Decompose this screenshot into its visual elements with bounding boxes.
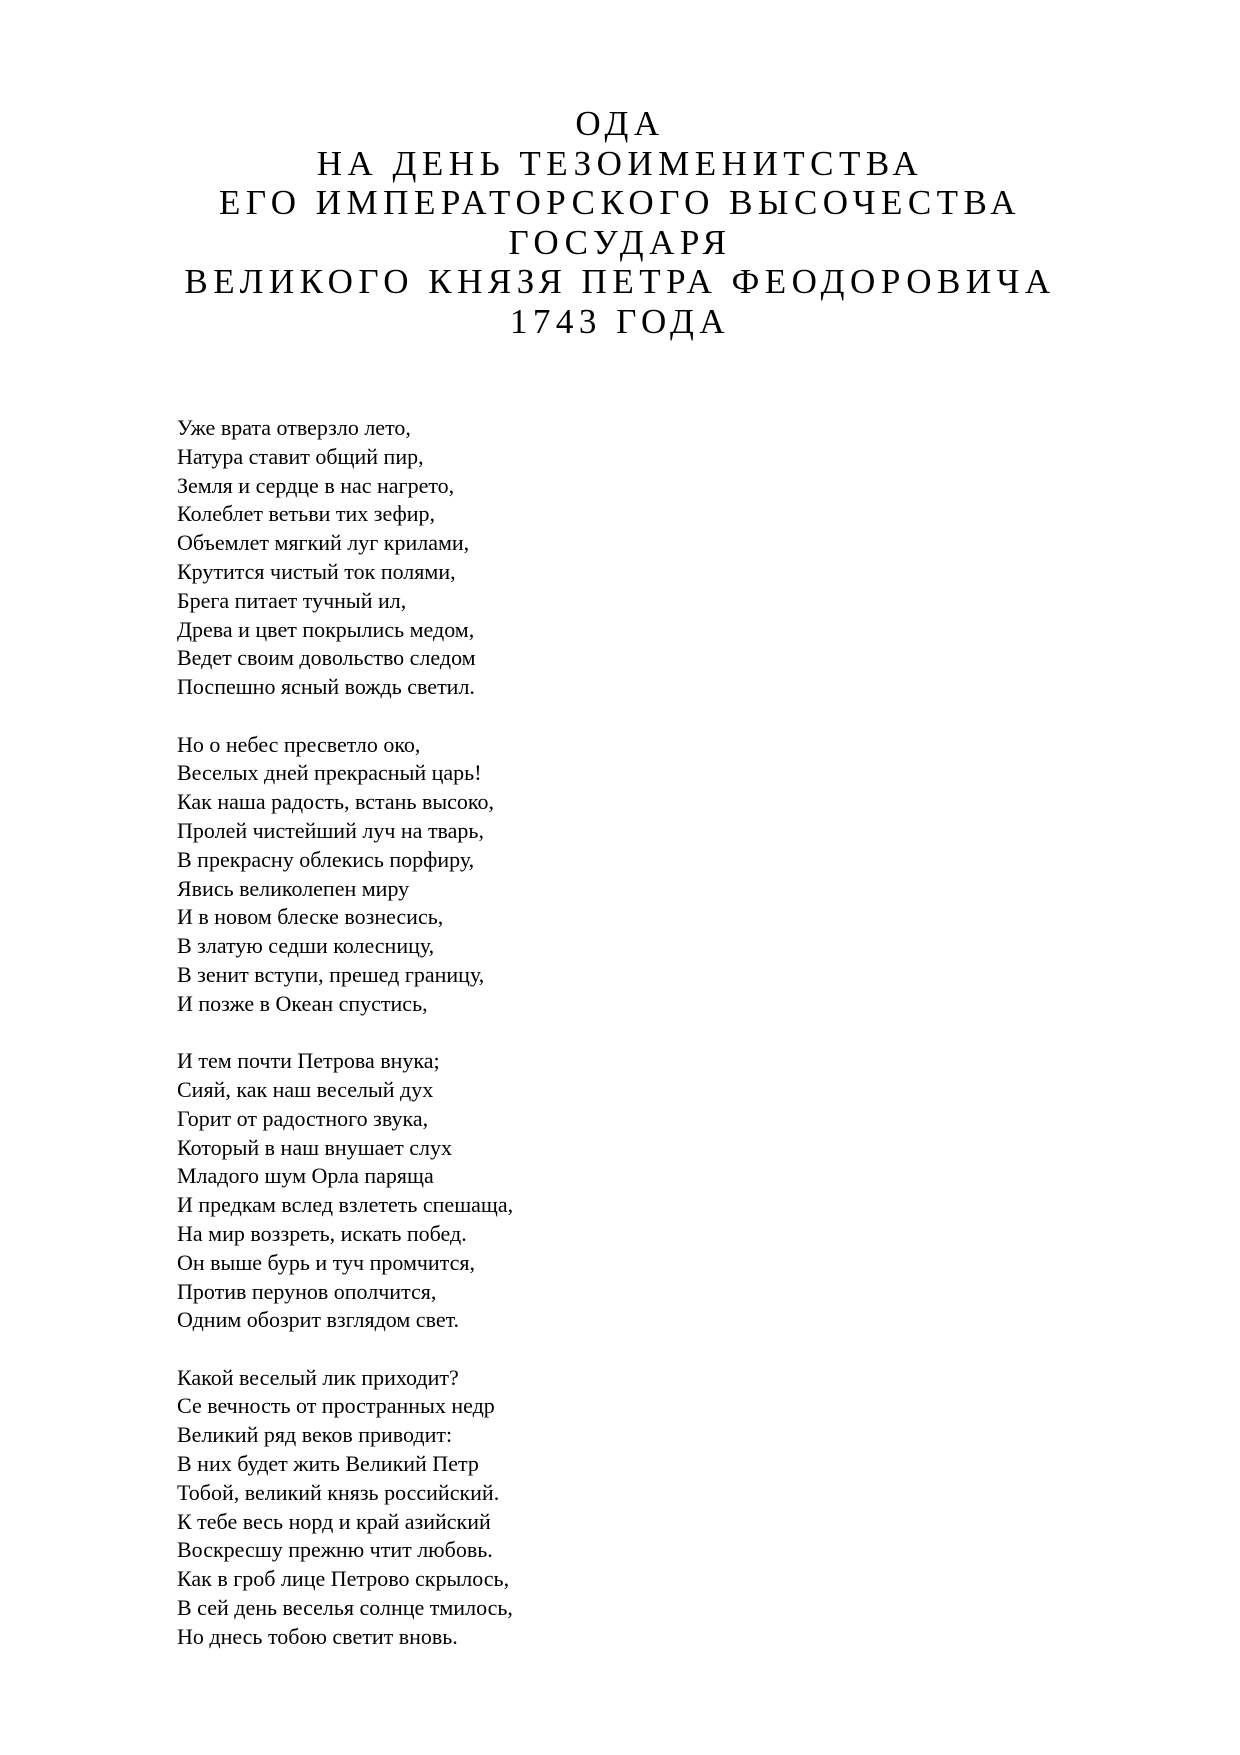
verse-line: Великий ряд веков приводит:	[177, 1422, 453, 1448]
verse-line: Уже врата отверзло лето,	[177, 415, 411, 440]
verse-line: Младого шум Орла паряща	[177, 1163, 434, 1189]
title-line: ЕГО ИМПЕРАТОРСКОГО ВЫСОЧЕСТВА	[219, 183, 1021, 222]
verse-line: Сияй, как наш веселый дух	[177, 1076, 434, 1102]
title-line: 1743 ГОДА	[509, 301, 731, 341]
verse-line: Древа и цвет покрылись медом,	[177, 616, 475, 642]
verse-line: Тобой, великий князь российский.	[177, 1479, 500, 1505]
verse-line: К тебе весь норд и край азийский	[177, 1508, 491, 1534]
verse-line: В прекрасну облекись порфиру,	[177, 846, 475, 872]
verse-line: Какой веселый лик приходит?	[177, 1364, 459, 1390]
verse-line: Который в наш внушает слух	[177, 1134, 453, 1160]
verse-line: Веселых дней прекрасный царь!	[177, 760, 482, 786]
verse-line: Воскресшу прежню чтит любовь.	[177, 1537, 493, 1563]
verse-line: Ведет своим довольство следом	[177, 645, 476, 671]
title-line: НА ДЕНЬ ТЕЗОИМЕНИТСТВА	[316, 143, 924, 183]
title-line: ВЕЛИКОГО КНЯЗЯ ПЕТРА ФЕОДОРОВИЧА	[184, 262, 1056, 301]
stanza-3	[177, 1047, 1077, 1335]
stanza-2	[177, 731, 1077, 1019]
verse-line: В них будет жить Великий Петр	[177, 1451, 479, 1477]
verse-line: И позже в Океан спустись,	[177, 990, 428, 1016]
verse-line: Земля и сердце в нас нагрето,	[177, 472, 455, 498]
title-line: ОДА	[575, 104, 665, 143]
verse-line: Крутится чистый ток полями,	[177, 558, 456, 584]
verse-line: И в новом блеске вознесись,	[177, 904, 444, 930]
verse-line: В сей день веселья солнце тмилось,	[177, 1595, 513, 1621]
verse-line: Против перунов ополчится,	[177, 1278, 437, 1304]
verse-line: Как в гроб лице Петрово скрылось,	[177, 1566, 510, 1592]
verse-line: Се вечность от пространных недр	[177, 1393, 495, 1419]
verse-line: И предкам вслед взлететь спешаща,	[177, 1192, 514, 1218]
verse-line: Натура ставит общий пир,	[177, 443, 424, 469]
poem-body	[177, 414, 1077, 1680]
stanza-1	[177, 414, 1077, 702]
verse-line: На мир воззреть, искать побед.	[177, 1220, 467, 1246]
verse-line: Но днесь тобою светит вновь.	[177, 1623, 458, 1649]
verse-line: Поспешно ясный вождь светил.	[177, 674, 475, 700]
title-line: ГОСУДАРЯ	[508, 222, 732, 262]
verse-line: Пролей чистейший луч на тварь,	[177, 817, 484, 843]
verse-line: Брега питает тучный ил,	[177, 587, 407, 613]
verse-line: В зенит вступи, прешед границу,	[177, 961, 485, 987]
verse-line: Одним обозрит взглядом свет.	[177, 1307, 460, 1333]
verse-line: Явись великолепен миру	[177, 875, 410, 901]
verse-line: Как наша радость, встань высоко,	[177, 789, 494, 815]
verse-line: Он выше бурь и туч промчится,	[177, 1249, 475, 1275]
ode-title	[0, 104, 1240, 341]
verse-line: Колеблет ветьви тих зефир,	[177, 501, 436, 527]
verse-line: Но о небес пресветло око,	[177, 731, 421, 757]
verse-line: Горит от радостного звука,	[177, 1105, 429, 1131]
stanza-4	[177, 1364, 1077, 1652]
verse-line: Объемлет мягкий луг крилами,	[177, 530, 470, 556]
verse-line: В златую седши колесницу,	[177, 933, 435, 959]
verse-line: И тем почти Петрова внука;	[177, 1048, 440, 1074]
